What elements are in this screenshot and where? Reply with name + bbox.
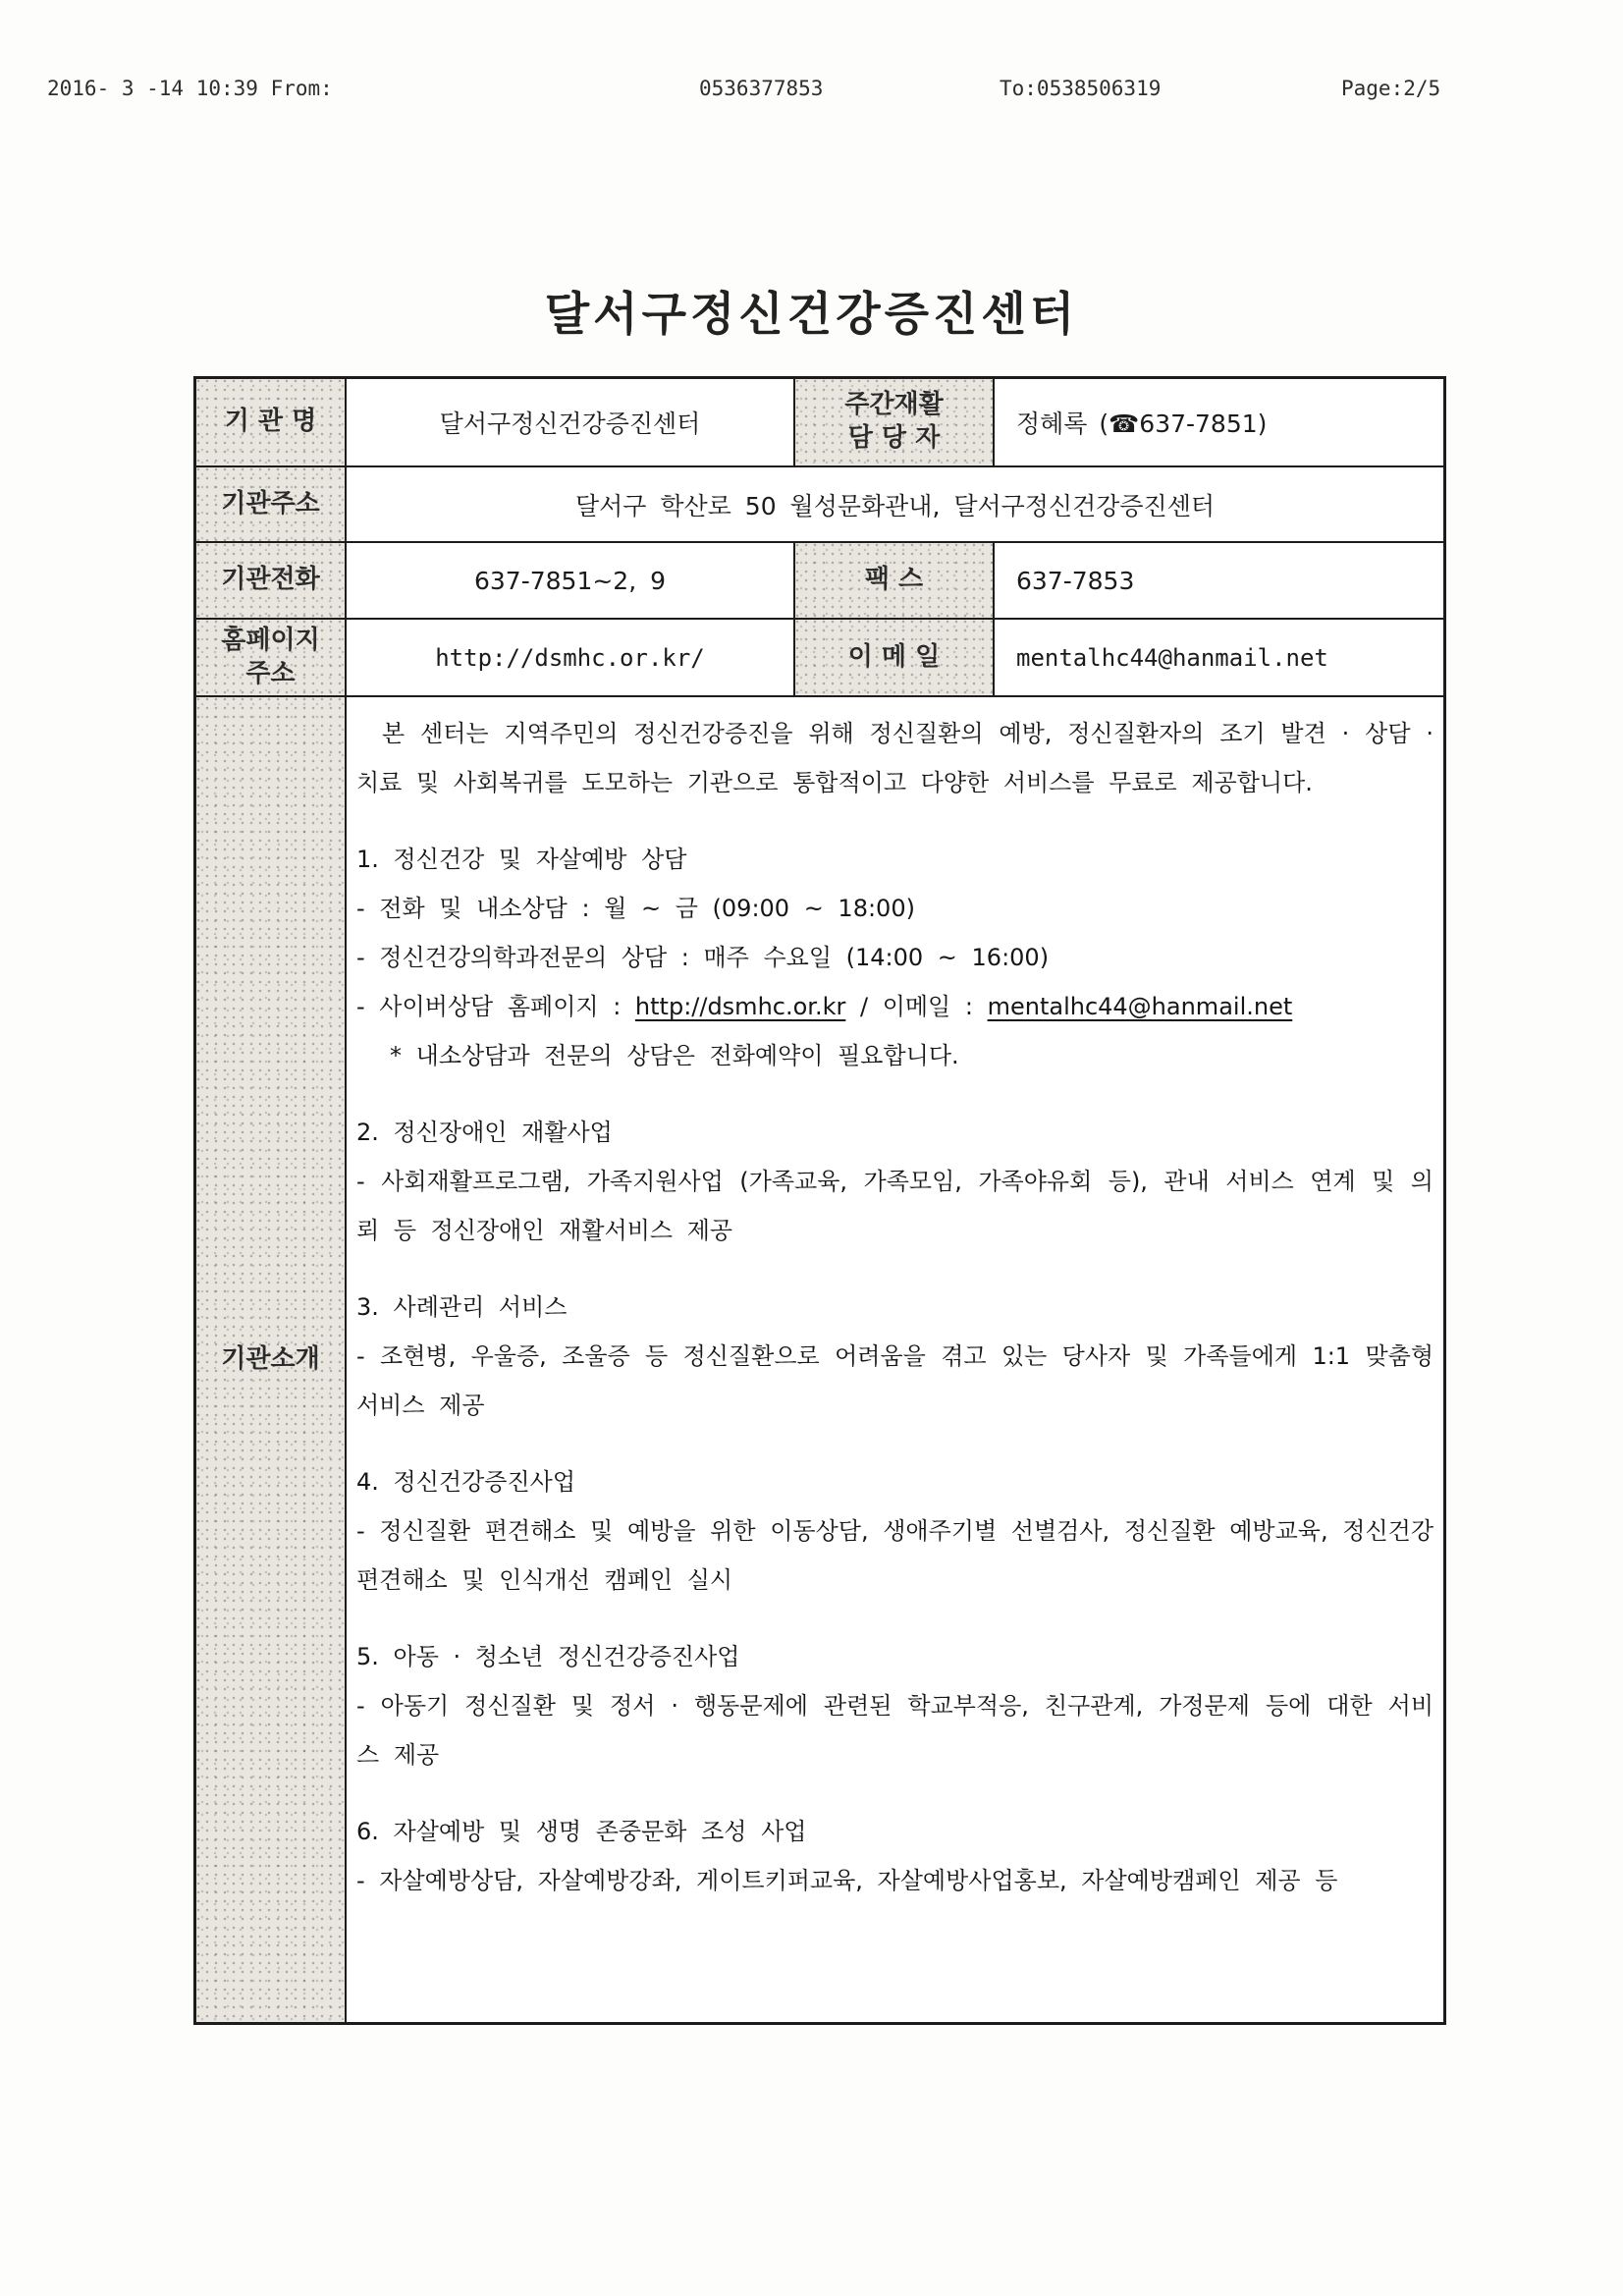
section-body: - 아동기 정신질환 및 정서 · 행동문제에 관련된 학교부적응, 친구관계, 가정문제 등에 대한 서비스 제공 [356,1692,1434,1769]
institution-intro-body [347,697,1443,2022]
label-fax: 팩 스 [795,543,995,620]
section-body: - 자살예방상담, 자살예방강좌, 게이트키퍼교육, 자살예방사업홍보, 자살예방캠페인 제공 등 [356,1867,1338,1894]
label-weekly-rehab-line1: 주간재활 [844,390,944,420]
section-body: - 정신질환 편견해소 및 예방을 위한 이동상담, 생애주기별 선별검사, 정신질환 예방교육, 정신건강 편견해소 및 인식개선 캠페인 실시 [356,1517,1434,1594]
section-mental-health-promotion [356,1457,1434,1605]
section-suicide-prevention [356,1807,1434,1905]
label-institution-phone: 기관전화 [196,543,347,620]
value-email-address: mentalhc44@hanmail.net [995,620,1443,697]
section-bullet-cyber [356,982,1434,1031]
fax-from-number: 0536377853 [699,77,824,100]
label-website-address [196,620,347,697]
value-manager-contact: 정혜록 (☎637-7851) [995,379,1443,467]
section-case-management [356,1283,1434,1430]
cyber-prefix-text: - 사이버상담 홈페이지 : [356,993,635,1020]
section-bullet: - 전화 및 내소상담 : 월 ~ 금 (09:00 ~ 18:00) [356,895,915,922]
value-institution-name: 달서구정신건강증진센터 [347,379,795,467]
reservation-note: * 내소상담과 전문의 상담은 전화예약이 필요합니다. [390,1042,959,1069]
cyber-website-link: http://dsmhc.or.kr [634,993,846,1020]
section-title: 5. 아동 · 청소년 정신건강증진사업 [356,1643,740,1670]
section-child-youth [356,1632,1434,1779]
label-email: 이 메 일 [795,620,995,697]
label-website-line2: 주소 [245,658,296,688]
fax-sent-info: 2016- 3 -14 10:39 From: [47,77,333,100]
value-institution-address: 달서구 학산로 50 월성문화관내, 달서구정신건강증진센터 [347,467,1443,543]
fax-to-number: To:0538506319 [1000,77,1162,100]
section-rehab [356,1108,1434,1255]
section-counseling [356,835,1434,1080]
section-body: - 조현병, 우울증, 조울증 등 정신질환으로 어려움을 겪고 있는 당사자 및 가족들에게 1:1 맞춤형 서비스 제공 [356,1342,1434,1419]
document-title: 달서구정신건강증진센터 [544,288,1079,342]
section-title: 6. 자살예방 및 생명 존중문화 조성 사업 [356,1818,807,1845]
fax-header [0,77,1623,106]
label-weekly-rehab-manager [795,379,995,467]
cyber-middle-text: / 이메일 : [845,993,988,1020]
section-body: - 사회재활프로그램, 가족지원사업 (가족교육, 가족모임, 가족야유회 등), 관내 서비스 연계 및 의뢰 등 정신장애인 재활서비스 제공 [356,1168,1434,1244]
section-bullet: - 정신건강의학과전문의 상담 : 매주 수요일 (14:00 ~ 16:00) [356,944,1050,971]
label-institution-intro: 기관소개 [196,697,347,2022]
intro-paragraph: 본 센터는 지역주민의 정신건강증진을 위해 정신질환의 예방, 정신질환자의 조기 발견 · 상담 · 치료 및 사회복귀를 도모하는 기관으로 통합적이고 다양한 서비스를 무료로 제공합니다. [356,720,1434,796]
section-title: 1. 정신건강 및 자살예방 상담 [356,846,687,873]
value-website-url: http://dsmhc.or.kr/ [347,620,795,697]
label-website-line1: 홈페이지 [221,625,320,655]
fax-page-indicator: Page:2/5 [1341,77,1441,100]
value-institution-phone: 637-7851~2, 9 [347,543,795,620]
label-weekly-rehab-line2: 담 당 자 [847,423,941,453]
label-institution-address: 기관주소 [196,467,347,543]
label-institution-name: 기 관 명 [196,379,347,467]
institution-info-table [193,376,1446,2025]
section-title: 3. 사례관리 서비스 [356,1293,568,1321]
section-title: 2. 정신장애인 재활사업 [356,1119,613,1146]
value-fax-number: 637-7853 [995,543,1443,620]
section-title: 4. 정신건강증진사업 [356,1468,575,1496]
cyber-email-link: mentalhc44@hanmail.net [987,993,1293,1020]
